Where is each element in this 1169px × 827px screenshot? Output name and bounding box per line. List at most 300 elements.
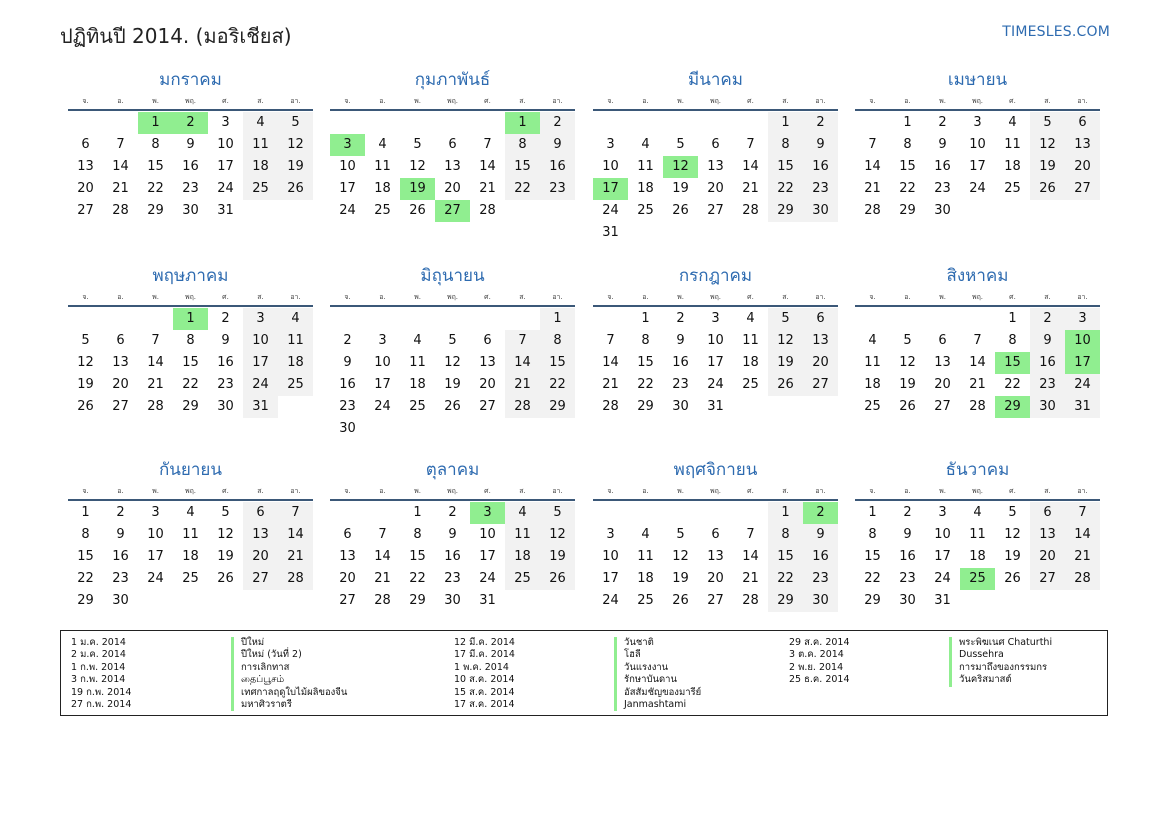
day-cell: 19 — [540, 546, 575, 568]
day-cell: 17 — [217, 159, 234, 174]
day-cell: 13 — [1065, 134, 1100, 156]
day-cell: 4 — [505, 502, 540, 524]
weekday-label: พ. — [939, 293, 946, 301]
weekday-label: พฤ. — [184, 487, 197, 495]
day-cell: 24 — [602, 203, 619, 218]
weekday-label: อา. — [1077, 293, 1088, 301]
day-cell: 21 — [864, 181, 881, 196]
day-cell: 2 — [343, 333, 352, 348]
day-cell: 11 — [969, 527, 986, 542]
day-grid — [855, 502, 1100, 612]
day-cell: 12 — [540, 524, 575, 546]
weekday-label: ส. — [257, 293, 264, 301]
weekday-label: พ. — [414, 293, 421, 301]
day-cell: 19 — [77, 377, 94, 392]
holiday-day-cell: 10 — [1065, 330, 1100, 352]
month-block — [855, 460, 1100, 612]
day-cell: 7 — [606, 333, 615, 348]
day-cell: 11 — [182, 527, 199, 542]
empty-cell — [663, 502, 698, 524]
day-cell: 23 — [803, 568, 838, 590]
day-cell: 9 — [676, 333, 685, 348]
weekday-label: จ. — [869, 97, 876, 105]
day-cell: 16 — [803, 546, 838, 568]
day-cell: 12 — [768, 330, 803, 352]
empty-cell — [400, 308, 435, 330]
day-cell: 20 — [479, 377, 496, 392]
day-cell: 18 — [742, 355, 759, 370]
weekday-label: ส. — [257, 97, 264, 105]
day-cell: 6 — [1065, 112, 1100, 134]
weekday-label: อา. — [1077, 97, 1088, 105]
day-cell: 3 — [151, 505, 160, 520]
weekday-header — [593, 290, 838, 304]
day-cell: 28 — [1065, 568, 1100, 590]
holiday-date: 19 ก.พ. 2014 — [71, 686, 132, 698]
day-cell: 12 — [77, 355, 94, 370]
weekday-label: จ. — [344, 293, 351, 301]
day-cell: 5 — [676, 137, 685, 152]
day-cell: 12 — [278, 134, 313, 156]
day-cell: 28 — [278, 568, 313, 590]
weekday-label: ส. — [519, 293, 526, 301]
day-cell: 13 — [77, 159, 94, 174]
day-cell: 26 — [1030, 178, 1065, 200]
month-name: พฤศจิกายน — [673, 460, 758, 480]
day-cell: 22 — [864, 571, 881, 586]
day-cell: 10 — [479, 527, 496, 542]
holiday-name: พระพิฆเนศ Chaturthi — [949, 637, 1052, 649]
day-cell: 11 — [374, 159, 391, 174]
day-cell: 14 — [969, 355, 986, 370]
day-cell: 13 — [1030, 524, 1065, 546]
weekday-label: อ. — [642, 487, 649, 495]
day-cell: 17 — [602, 571, 619, 586]
month-name: มกราคม — [159, 70, 222, 90]
empty-cell — [68, 308, 103, 330]
day-cell: 7 — [1065, 502, 1100, 524]
empty-cell — [138, 308, 173, 330]
weekday-label: อา. — [815, 97, 826, 105]
day-cell: 10 — [969, 137, 986, 152]
day-cell: 1 — [81, 505, 90, 520]
holiday-date: 17 ส.ค. 2014 — [454, 698, 515, 710]
day-cell: 30 — [803, 590, 838, 612]
day-cell: 16 — [1030, 352, 1065, 374]
day-cell: 20 — [1030, 546, 1065, 568]
day-cell: 13 — [707, 549, 724, 564]
empty-cell — [925, 308, 960, 330]
day-cell: 26 — [672, 203, 689, 218]
day-cell: 1 — [768, 112, 803, 134]
day-cell: 8 — [151, 137, 160, 152]
day-cell: 4 — [973, 505, 982, 520]
day-cell: 6 — [116, 333, 125, 348]
holiday-day-cell: 1 — [173, 308, 208, 330]
day-cell: 27 — [934, 399, 951, 414]
day-cell: 29 — [182, 399, 199, 414]
day-cell: 30 — [899, 593, 916, 608]
day-cell: 24 — [1065, 374, 1100, 396]
day-cell: 6 — [448, 137, 457, 152]
day-cell: 2 — [116, 505, 125, 520]
day-cell: 7 — [868, 137, 877, 152]
weekday-label: พฤ. — [709, 487, 722, 495]
day-cell: 11 — [409, 355, 426, 370]
day-cell: 26 — [1004, 571, 1021, 586]
day-cell: 11 — [637, 549, 654, 564]
day-cell: 7 — [278, 502, 313, 524]
day-cell: 31 — [217, 203, 234, 218]
weekday-label: พ. — [414, 97, 421, 105]
day-cell: 11 — [637, 159, 654, 174]
day-cell: 24 — [339, 203, 356, 218]
day-cell: 11 — [243, 134, 278, 156]
day-cell: 31 — [707, 399, 724, 414]
weekday-label: ส. — [782, 487, 789, 495]
weekday-label: พ. — [414, 487, 421, 495]
day-cell: 12 — [672, 549, 689, 564]
day-cell: 21 — [147, 377, 164, 392]
weekday-label: พฤ. — [446, 487, 459, 495]
month-block — [855, 266, 1100, 418]
day-cell: 22 — [540, 374, 575, 396]
day-cell: 5 — [903, 333, 912, 348]
day-cell: 15 — [409, 549, 426, 564]
holiday-name: เทศกาลฤดูใบไม้ผลิของจีน — [231, 687, 347, 699]
day-cell: 9 — [221, 333, 230, 348]
day-cell: 27 — [1065, 178, 1100, 200]
day-cell: 3 — [221, 115, 230, 130]
day-cell: 30 — [112, 593, 129, 608]
weekday-label: อา. — [815, 487, 826, 495]
day-cell: 8 — [540, 330, 575, 352]
day-cell: 30 — [934, 203, 951, 218]
weekday-header — [855, 290, 1100, 304]
month-name: มิถุนายน — [420, 266, 485, 286]
day-cell: 25 — [278, 374, 313, 396]
empty-cell — [663, 112, 698, 134]
weekday-label: อ. — [904, 487, 911, 495]
day-cell: 21 — [969, 377, 986, 392]
day-cell: 20 — [707, 181, 724, 196]
day-cell: 15 — [768, 156, 803, 178]
weekday-label: พฤ. — [709, 97, 722, 105]
weekday-label: อ. — [904, 97, 911, 105]
weekday-label: พฤ. — [971, 97, 984, 105]
day-cell: 20 — [803, 352, 838, 374]
day-cell: 26 — [672, 593, 689, 608]
day-cell: 29 — [147, 203, 164, 218]
day-cell: 4 — [641, 137, 650, 152]
weekday-label: ศ. — [222, 97, 229, 105]
day-cell: 25 — [182, 571, 199, 586]
day-cell: 14 — [278, 524, 313, 546]
day-cell: 11 — [505, 524, 540, 546]
weekday-label: อา. — [1077, 487, 1088, 495]
holiday-name: มหาศิวราตรี — [231, 699, 292, 711]
day-cell: 1 — [1008, 311, 1017, 326]
day-cell: 10 — [243, 330, 278, 352]
weekday-label: ส. — [519, 487, 526, 495]
weekday-label: จ. — [607, 97, 614, 105]
day-cell: 1 — [768, 502, 803, 524]
day-cell: 4 — [278, 308, 313, 330]
day-cell: 29 — [768, 590, 803, 612]
day-cell: 27 — [707, 203, 724, 218]
weekday-label: พฤ. — [184, 293, 197, 301]
day-cell: 30 — [339, 421, 356, 436]
empty-cell — [733, 112, 768, 134]
day-cell: 22 — [409, 571, 426, 586]
day-cell: 5 — [413, 137, 422, 152]
weekday-label: พ. — [677, 487, 684, 495]
day-cell: 16 — [112, 549, 129, 564]
day-cell: 13 — [112, 355, 129, 370]
month-block — [68, 70, 313, 222]
day-cell: 2 — [448, 505, 457, 520]
holiday-day-cell: 2 — [803, 502, 838, 524]
day-cell: 3 — [938, 505, 947, 520]
day-cell: 28 — [112, 203, 129, 218]
day-cell: 28 — [505, 396, 540, 418]
weekday-label: ส. — [782, 293, 789, 301]
holiday-date: 1 ก.พ. 2014 — [71, 661, 126, 673]
weekday-label: พ. — [677, 97, 684, 105]
day-cell: 3 — [1065, 308, 1100, 330]
day-cell: 29 — [899, 203, 916, 218]
day-grid — [68, 308, 313, 418]
day-cell: 16 — [339, 377, 356, 392]
day-cell: 14 — [374, 549, 391, 564]
day-cell: 22 — [505, 178, 540, 200]
day-cell: 23 — [540, 178, 575, 200]
empty-cell — [470, 308, 505, 330]
day-cell: 14 — [479, 159, 496, 174]
day-cell: 2 — [803, 112, 838, 134]
day-cell: 1 — [868, 505, 877, 520]
day-cell: 8 — [641, 333, 650, 348]
weekday-label: พฤ. — [971, 487, 984, 495]
day-cell: 26 — [77, 399, 94, 414]
month-name: กรกฎาคม — [678, 266, 753, 286]
holiday-name: วันคริสมาสต์ — [949, 674, 1012, 686]
day-cell: 5 — [81, 333, 90, 348]
weekday-label: อ. — [379, 97, 386, 105]
day-cell: 7 — [746, 527, 755, 542]
day-cell: 12 — [444, 355, 461, 370]
day-cell: 19 — [899, 377, 916, 392]
weekday-label: ศ. — [484, 97, 491, 105]
day-cell: 1 — [641, 311, 650, 326]
weekday-label: ส. — [1044, 293, 1051, 301]
day-cell: 27 — [1030, 568, 1065, 590]
day-cell: 2 — [903, 505, 912, 520]
day-cell: 4 — [1008, 115, 1017, 130]
day-cell: 17 — [934, 549, 951, 564]
day-cell: 20 — [444, 181, 461, 196]
weekday-label: อ. — [379, 487, 386, 495]
day-cell: 18 — [409, 377, 426, 392]
day-cell: 9 — [803, 134, 838, 156]
day-cell: 15 — [637, 355, 654, 370]
weekday-label: พฤ. — [971, 293, 984, 301]
holiday-date: 17 มี.ค. 2014 — [454, 649, 515, 661]
day-cell: 19 — [672, 181, 689, 196]
weekday-header — [68, 94, 313, 108]
month-block — [593, 266, 838, 418]
day-cell: 15 — [768, 546, 803, 568]
day-cell: 17 — [374, 377, 391, 392]
day-cell: 28 — [602, 399, 619, 414]
day-cell: 12 — [409, 159, 426, 174]
day-cell: 8 — [868, 527, 877, 542]
day-cell: 8 — [186, 333, 195, 348]
holiday-date: 3 ต.ค. 2014 — [789, 649, 844, 661]
day-cell: 6 — [711, 137, 720, 152]
weekday-label: ส. — [782, 97, 789, 105]
day-cell: 8 — [768, 134, 803, 156]
weekday-label: ส. — [257, 487, 264, 495]
day-cell: 10 — [602, 549, 619, 564]
holiday-name: วันแรงงาน — [614, 662, 668, 674]
day-cell: 9 — [116, 527, 125, 542]
day-cell: 31 — [243, 396, 278, 418]
weekday-label: ศ. — [747, 487, 754, 495]
day-cell: 6 — [1030, 502, 1065, 524]
day-cell: 25 — [637, 203, 654, 218]
month-name: กันยายน — [158, 460, 222, 480]
header-rule — [68, 109, 313, 111]
weekday-label: อา. — [552, 293, 563, 301]
day-cell: 11 — [742, 333, 759, 348]
day-cell: 21 — [602, 377, 619, 392]
day-grid — [855, 308, 1100, 418]
day-cell: 26 — [899, 399, 916, 414]
day-cell: 4 — [413, 333, 422, 348]
holiday-day-cell: 29 — [995, 396, 1030, 418]
empty-cell — [103, 308, 138, 330]
holiday-day-cell: 15 — [995, 352, 1030, 374]
day-cell: 7 — [151, 333, 160, 348]
day-cell: 21 — [742, 181, 759, 196]
day-cell: 30 — [444, 593, 461, 608]
day-cell: 15 — [899, 159, 916, 174]
day-cell: 13 — [803, 330, 838, 352]
day-cell: 3 — [606, 527, 615, 542]
holiday-date: 25 ธ.ค. 2014 — [789, 674, 850, 686]
day-cell: 3 — [606, 137, 615, 152]
empty-cell — [330, 112, 365, 134]
day-cell: 25 — [1004, 181, 1021, 196]
day-cell: 30 — [182, 203, 199, 218]
day-cell: 1 — [903, 115, 912, 130]
weekday-label: พฤ. — [709, 293, 722, 301]
day-cell: 18 — [969, 549, 986, 564]
weekday-header — [855, 484, 1100, 498]
empty-cell — [505, 308, 540, 330]
empty-cell — [435, 308, 470, 330]
day-cell: 22 — [77, 571, 94, 586]
day-cell: 24 — [602, 593, 619, 608]
day-cell: 24 — [934, 571, 951, 586]
day-cell: 28 — [374, 593, 391, 608]
day-cell: 31 — [1065, 396, 1100, 418]
day-cell: 21 — [742, 571, 759, 586]
holiday-name: วันชาติ — [614, 637, 654, 649]
weekday-label: อ. — [117, 293, 124, 301]
day-cell: 23 — [899, 571, 916, 586]
day-cell: 24 — [147, 571, 164, 586]
day-cell: 4 — [243, 112, 278, 134]
day-cell: 9 — [186, 137, 195, 152]
month-block — [330, 266, 575, 440]
day-cell: 8 — [768, 524, 803, 546]
weekday-label: จ. — [344, 97, 351, 105]
holiday-name: ปีใหม่ — [231, 637, 264, 649]
day-cell: 2 — [676, 311, 685, 326]
day-cell: 16 — [899, 549, 916, 564]
empty-cell — [855, 112, 890, 134]
day-cell: 23 — [217, 377, 234, 392]
day-cell: 9 — [540, 134, 575, 156]
weekday-header — [593, 94, 838, 108]
weekday-label: พ. — [152, 97, 159, 105]
day-cell: 5 — [278, 112, 313, 134]
empty-cell — [68, 112, 103, 134]
header-rule — [330, 499, 575, 501]
day-cell: 27 — [112, 399, 129, 414]
weekday-label: พฤ. — [184, 97, 197, 105]
empty-cell — [400, 112, 435, 134]
day-cell: 1 — [413, 505, 422, 520]
day-cell: 3 — [378, 333, 387, 348]
holiday-day-cell: 2 — [173, 112, 208, 134]
day-cell: 14 — [147, 355, 164, 370]
empty-cell — [960, 308, 995, 330]
month-name: สิงหาคม — [946, 266, 1009, 286]
empty-cell — [103, 112, 138, 134]
month-block — [68, 460, 313, 612]
site-link[interactable]: TIMESLES.COM — [1002, 24, 1110, 40]
day-cell: 18 — [278, 352, 313, 374]
weekday-label: อา. — [552, 97, 563, 105]
day-cell: 26 — [444, 399, 461, 414]
day-cell: 15 — [505, 156, 540, 178]
day-cell: 14 — [742, 549, 759, 564]
day-grid — [855, 112, 1100, 222]
holiday-day-cell: 3 — [330, 134, 365, 156]
day-cell: 6 — [483, 333, 492, 348]
day-cell: 16 — [672, 355, 689, 370]
day-cell: 26 — [217, 571, 234, 586]
day-cell: 18 — [864, 377, 881, 392]
day-cell: 29 — [540, 396, 575, 418]
weekday-label: ส. — [1044, 487, 1051, 495]
day-grid — [593, 308, 838, 418]
day-cell: 25 — [374, 203, 391, 218]
day-cell: 31 — [602, 225, 619, 240]
day-cell: 7 — [746, 137, 755, 152]
day-cell: 18 — [505, 546, 540, 568]
month-name: ตุลาคม — [425, 460, 480, 480]
day-cell: 19 — [672, 571, 689, 586]
day-cell: 22 — [147, 181, 164, 196]
month-name: กุมภาพันธ์ — [414, 70, 491, 90]
day-cell: 23 — [339, 399, 356, 414]
day-grid — [330, 308, 575, 440]
day-cell: 7 — [505, 330, 540, 352]
